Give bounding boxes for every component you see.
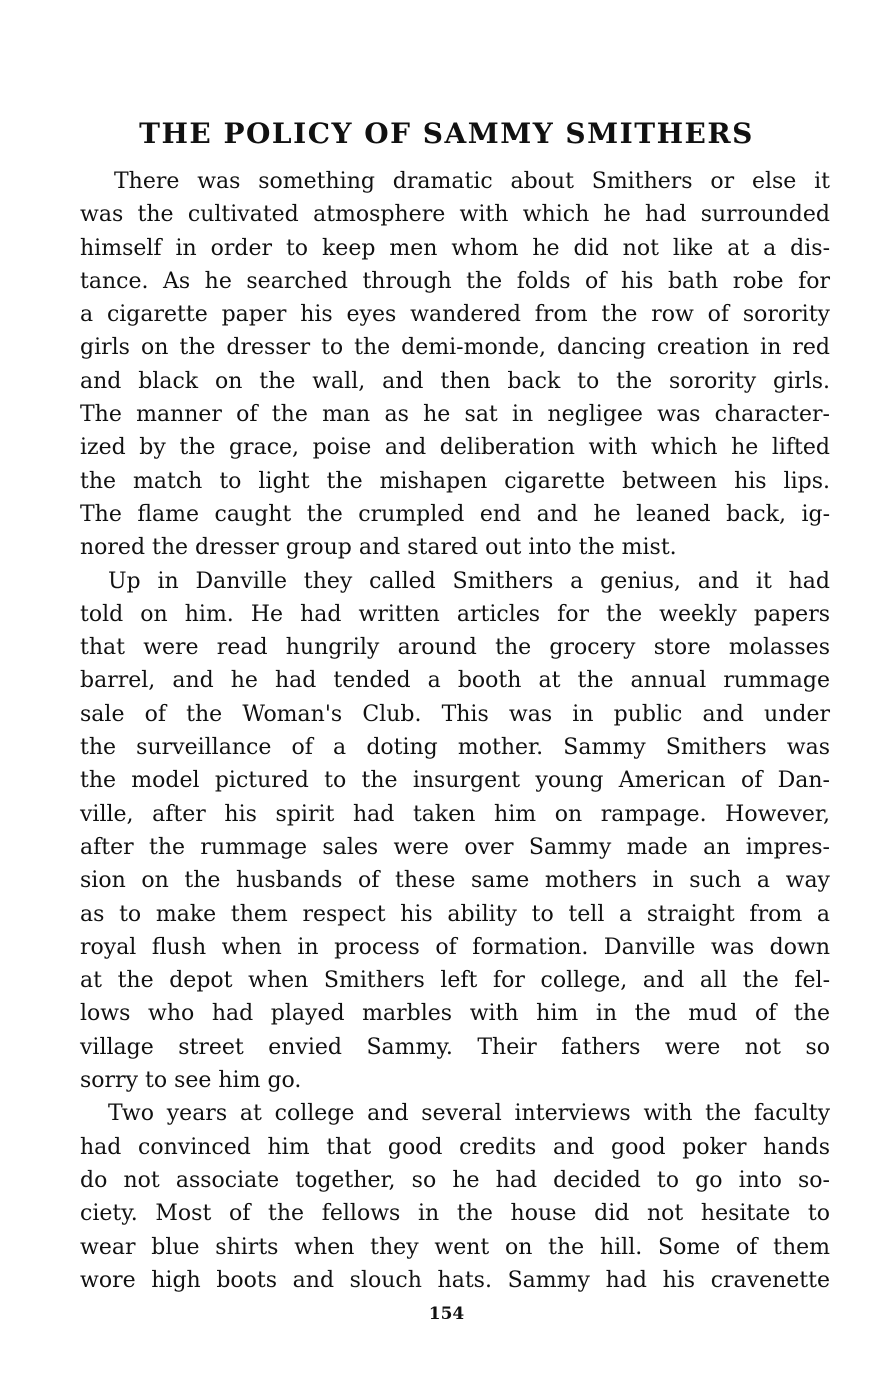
text-line: Two years at college and several interviews with the faculty (108, 1101, 830, 1127)
text-line: Up in Danville they called Smithers a genius, and it had (108, 568, 830, 594)
text-line: The flame caught the crumpled end and he leaned back, ig- (80, 501, 830, 527)
text-line: lows who had played marbles with him in the mud of the (80, 1001, 830, 1027)
text-line: nored the dresser group and stared out into the mist. (80, 535, 677, 561)
text-line: ciety. Most of the fellows in the house did not hesitate to (80, 1201, 830, 1227)
text-line: and black on the wall, and then back to the sorority girls. (80, 368, 830, 394)
text-line: himself in order to keep men whom he did not like at a dis- (80, 235, 830, 261)
text-line: sion on the husbands of these same mothers in such a way (80, 868, 830, 894)
text-line: village street envied Sammy. Their fathers were not so (80, 1034, 830, 1060)
text-line: that were read hungrily around the grocery store molasses (80, 635, 830, 661)
text-line: tance. As he searched through the folds of his bath robe for (80, 268, 830, 294)
text-line: ville, after his spirit had taken him on rampage. However, (80, 801, 830, 827)
text-line: The manner of the man as he sat in negligee was character- (80, 402, 830, 428)
text-line: had convinced him that good credits and good poker hands (80, 1134, 830, 1160)
text-line: as to make them respect his ability to tell a straight from a (80, 901, 830, 927)
text-line: wore high boots and slouch hats. Sammy had his cravenette (80, 1267, 830, 1293)
text-line: do not associate together, so he had decided to go into so- (80, 1167, 830, 1193)
text-line: a cigarette paper his eyes wandered from the row of sorority (80, 302, 830, 328)
text-line: after the rummage sales were over Sammy made an impres- (80, 834, 830, 860)
chapter-title: THE POLICY OF SAMMY SMITHERS (139, 117, 754, 150)
paragraph-2 (80, 565, 830, 1098)
text-line: barrel, and he had tended a booth at the annual rummage (80, 668, 830, 694)
paragraph-3 (80, 1097, 830, 1297)
text-line: at the depot when Smithers left for college, and all the fel- (80, 968, 830, 994)
text-line: the match to light the mishapen cigarette between his lips. (80, 468, 830, 494)
text-line: sale of the Woman's Club. This was in public and under (80, 701, 830, 727)
text-line: wear blue shirts when they went on the hill. Some of them (80, 1234, 830, 1260)
text-line: girls on the dresser to the demi-monde, dancing creation in red (80, 335, 830, 361)
text-line: ized by the grace, poise and deliberation with which he lifted (80, 435, 830, 461)
page-number: 154 (428, 1304, 465, 1324)
text-line: There was something dramatic about Smithers or else it (114, 169, 830, 194)
text-line: the surveillance of a doting mother. Sammy Smithers was (80, 735, 830, 761)
body-text (80, 165, 830, 1297)
paragraph-1 (80, 165, 830, 565)
text-line: the model pictured to the insurgent young American of Dan- (80, 768, 830, 794)
text-line: told on him. He had written articles for the weekly papers (80, 601, 830, 627)
text-line: was the cultivated atmosphere with which he had surrounded (80, 202, 830, 228)
text-line: royal flush when in process of formation. Danville was down (80, 934, 830, 960)
text-line: sorry to see him go. (80, 1068, 302, 1094)
